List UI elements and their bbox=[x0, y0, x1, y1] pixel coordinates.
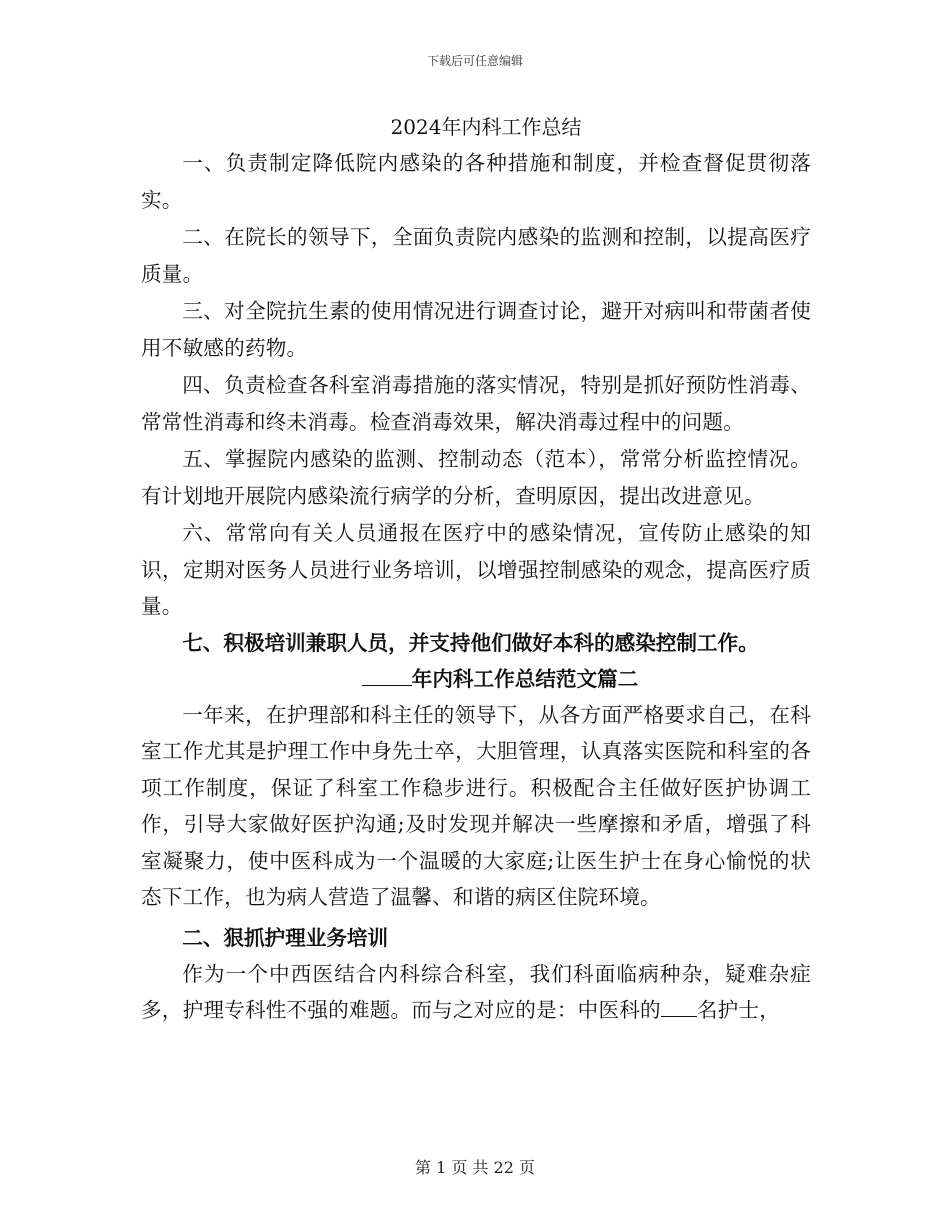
header-note: 下载后可任意编辑 bbox=[426, 54, 523, 68]
paragraph-3: 三、对全院抗生素的使用情况进行调查讨论，避开对病叫和带菌者使用不敏感的药物。 bbox=[141, 299, 811, 360]
body-paragraph: 一年来，在护理部和科主任的领导下，从各方面严格要求自己，在科室工作尤其是护理工作中身先士卒，大胆管理，认真落实医院和科室的各项工作制度，保证了科室工作稳步进行。积极配合主任做好医护协调工作，引导大家做好医护沟通;及时发现并解决一些摩擦和矛盾，增强了科室凝聚力，使中医科成为一个温暖的大家庭;让医生护士在身心愉悦的状态下工作，也为病人营造了温馨、和谐的病区住院环境。 bbox=[141, 702, 811, 909]
paragraph-4: 四、负责检查各科室消毒措施的落实情况，特别是抓好预防性消毒、常常性消毒和终未消毒。检查消毒效果，解决消毒过程中的问题。 bbox=[141, 373, 811, 434]
paragraph-5: 五、掌握院内感染的监测、控制动态（范本），常常分析监控情况。有计划地开展院内感染流行病学的分析，查明原因，提出改进意见。 bbox=[141, 447, 811, 508]
blank-underline-2 bbox=[661, 996, 697, 1017]
section-heading: 二、狠抓护理业务培训 bbox=[182, 925, 389, 950]
document-body bbox=[141, 113, 811, 1029]
last-paragraph bbox=[141, 956, 811, 1029]
paragraph-6: 六、常常向有关人员通报在医疗中的感染情况，宣传防止感染的知识，定期对医务人员进行业务培训，以增强控制感染的观念，提高医疗质量。 bbox=[141, 521, 811, 618]
last-paragraph-after: 名护士， bbox=[696, 998, 781, 1022]
subtitle-text: 年内科工作总结范文篇二 bbox=[411, 666, 639, 691]
blank-underline bbox=[362, 663, 412, 686]
paragraph-2: 二、在院长的领导下，全面负责院内感染的监测和控制，以提高医疗质量。 bbox=[141, 225, 811, 286]
document-title: 2024年内科工作总结 bbox=[390, 115, 582, 139]
section-subtitle bbox=[141, 661, 811, 697]
paragraph-1: 一、负责制定降低院内感染的各种措施和制度，并检查督促贯彻落实。 bbox=[141, 151, 811, 212]
last-paragraph-before: 作为一个中西医结合内科综合科室，我们科面临病种杂，疑难杂症多，护理专科性不强的难题。而与之对应的是：中医科的 bbox=[141, 961, 811, 1022]
bold-item-seven: 七、积极培训兼职人员，并支持他们做好本科的感染控制工作。 bbox=[182, 630, 759, 655]
page-number: 第 1 页 共 22 页 bbox=[415, 1158, 535, 1177]
